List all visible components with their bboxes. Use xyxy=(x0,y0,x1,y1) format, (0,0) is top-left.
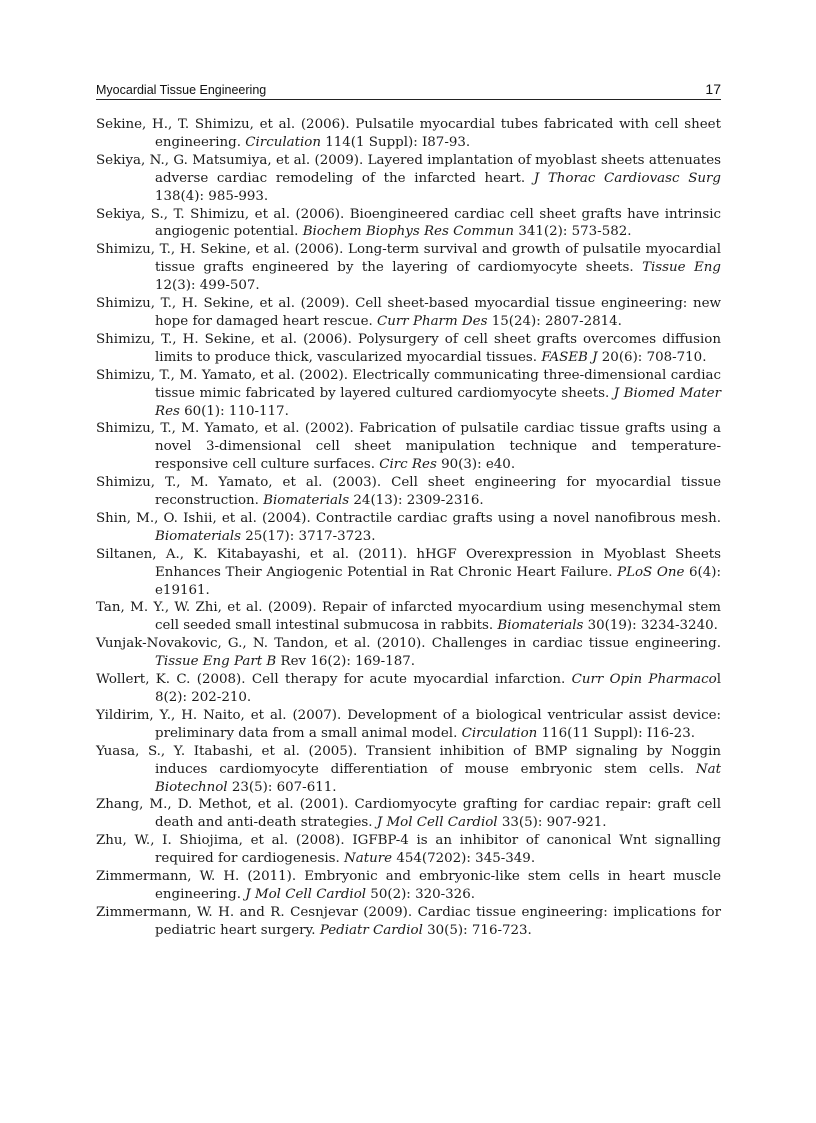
reference-entry: Shimizu, T., H. Sekine, et al. (2006). Long-term survival and growth of pulsatile myocardial tissue grafts engineered by the layering of cardiomyocyte sheets. Tissue Eng 12(3): 499-507. xyxy=(96,242,721,294)
reference-entry: Shin, M., O. Ishii, et al. (2004). Contractile cardiac grafts using a novel nanofibrous mesh. Biomaterials 25(17): 3717-3723. xyxy=(96,510,721,544)
reference-list xyxy=(96,116,721,940)
reference-entry: Yuasa, S., Y. Itabashi, et al. (2005). Transient inhibition of BMP signaling by Noggin induces cardiomyocyte differentiation of mouse embryonic stem cells. Nat Biotechnol 23(5): 607-611. xyxy=(96,743,721,795)
reference-entry: Sekine, H., T. Shimizu, et al. (2006). Pulsatile myocardial tubes fabricated with cell sheet engineering. Circulation 114(1 Suppl): I87-93. xyxy=(96,117,721,150)
running-header xyxy=(96,79,721,100)
reference-entry: Shimizu, T., M. Yamato, et al. (2003). Cell sheet engineering for myocardial tissue reconstruction. Biomaterials 24(13): 2309-2316. xyxy=(96,475,721,509)
reference-entry: Tan, M. Y., W. Zhi, et al. (2009). Repair of infarcted myocardium using mesenchymal stem cell seeded small intestinal submucosa in rabbits. Biomaterials 30(19): 3234-3240. xyxy=(96,600,721,634)
reference-entry: Zimmermann, W. H. and R. Cesnjevar (2009). Cardiac tissue engineering: implications for pediatric heart surgery. Pediatr Cardiol 30(5): 716-723. xyxy=(96,904,721,938)
reference-entry: Shimizu, T., M. Yamato, et al. (2002). Electrically communicating three-dimensional cardiac tissue mimic fabricated by layered cultured cardiomyocyte sheets. J Biomed Mater Res 60(1): 110-117. xyxy=(96,367,721,419)
reference-entry: Zimmermann, W. H. (2011). Embryonic and embryonic-like stem cells in heart muscle engineering. J Mol Cell Cardiol 50(2): 320-326. xyxy=(96,869,721,902)
reference-entry: Sekiya, N., G. Matsumiya, et al. (2009). Layered implantation of myoblast sheets attenuates adverse cardiac remodeling of the infarcted heart. J Thorac Cardiovasc Surg 138(4): 985-993. xyxy=(96,152,721,204)
reference-entry: Vunjak-Novakovic, G., N. Tandon, et al. (2010). Challenges in cardiac tissue engineering. Tissue Eng Part B Rev 16(2): 169-187. xyxy=(96,636,721,670)
reference-entry: Shimizu, T., M. Yamato, et al. (2002). Fabrication of pulsatile cardiac tissue grafts using a novel 3-dimensional cell sheet manipulation technique and temperature-responsive cell culture surfaces. Circ Res 90(3): e40. xyxy=(96,421,721,473)
running-title: Myocardial Tissue Engineering xyxy=(96,83,267,97)
reference-entry: Sekiya, S., T. Shimizu, et al. (2006). Bioengineered cardiac cell sheet grafts have intrinsic angiogenic potential. Biochem Biophys Res Commun 341(2): 573-582. xyxy=(96,206,721,240)
reference-entry: Siltanen, A., K. Kitabayashi, et al. (2011). hHGF Overexpression in Myoblast Sheets Enhances Their Angiogenic Potential in Rat Chronic Heart Failure. PLoS One 6(4): e19161. xyxy=(96,546,721,598)
reference-entry: Zhu, W., I. Shiojima, et al. (2008). IGFBP-4 is an inhibitor of canonical Wnt signalling required for cardiogenesis. Nature 454(7202): 345-349. xyxy=(96,833,721,867)
reference-entry: Wollert, K. C. (2008). Cell therapy for acute myocardial infarction. Curr Opin Pharmacol 8(2): 202-210. xyxy=(96,672,721,705)
reference-entry: Zhang, M., D. Methot, et al. (2001). Cardiomyocyte grafting for cardiac repair: graft cell death and anti-death strategies. J Mol Cell Cardiol 33(5): 907-921. xyxy=(96,797,721,831)
reference-entry: Yildirim, Y., H. Naito, et al. (2007). Development of a biological ventricular assist device: preliminary data from a small animal model. Circulation 116(11 Suppl): I16-23. xyxy=(96,707,721,741)
reference-entry: Shimizu, T., H. Sekine, et al. (2009). Cell sheet-based myocardial tissue engineering: new hope for damaged heart rescue. Curr Pharm Des 15(24): 2807-2814. xyxy=(96,296,721,329)
page-number: 17 xyxy=(705,81,721,97)
reference-entry: Shimizu, T., H. Sekine, et al. (2006). Polysurgery of cell sheet grafts overcomes diffusion limits to produce thick, vascularized myocardial tissues. FASEB J 20(6): 708-710. xyxy=(96,331,721,365)
